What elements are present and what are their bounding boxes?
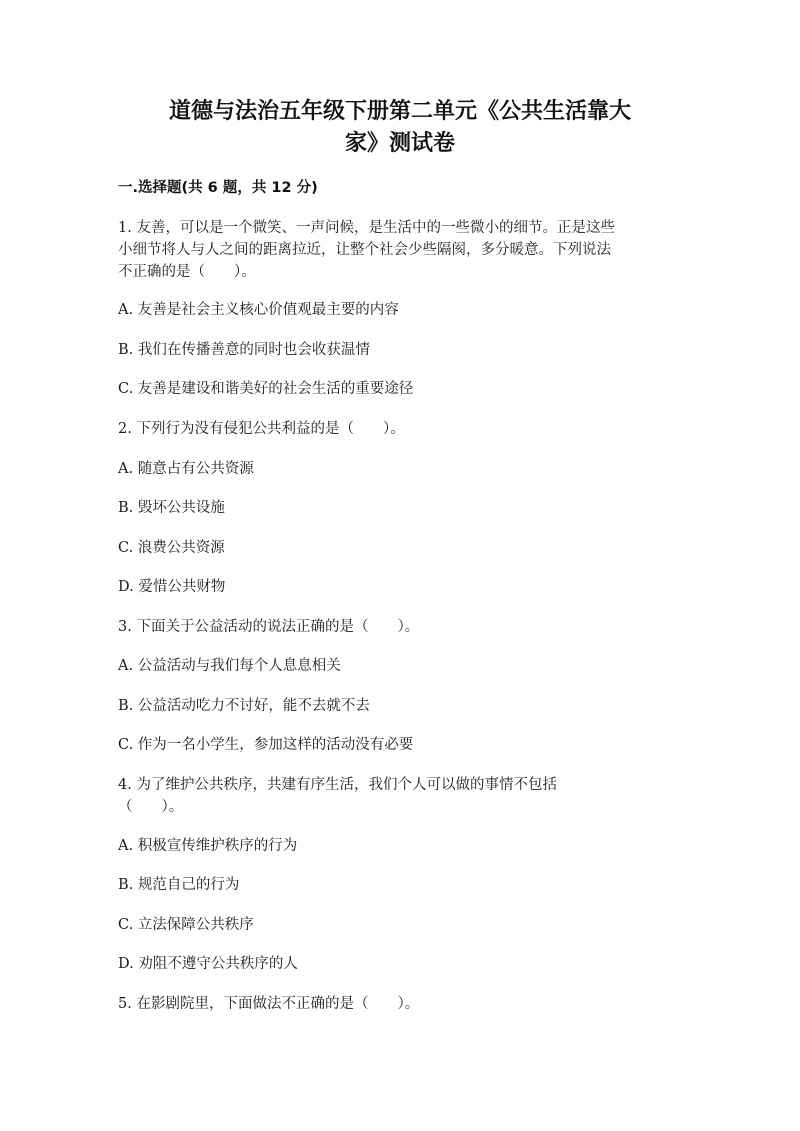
question-4-option-d: D. 劝阻不遵守公共秩序的人 — [118, 956, 298, 972]
question-4-stem-line-1: 4. 为了维护公共秩序，共建有序生活，我们个人可以做的事情不包括 — [118, 777, 557, 793]
question-2-option-d: D. 爱惜公共财物 — [118, 579, 226, 595]
question-1-stem-line-1: 1. 友善，可以是一个微笑、一声问候，是生活中的一些微小的细节。正是这些 — [118, 220, 615, 236]
question-1-stem-line-3: 不正确的是（ ）。 — [118, 264, 256, 280]
question-4-option-a: A. 积极宣传维护秩序的行为 — [118, 838, 298, 854]
question-1-option-c: C. 友善是建设和谐美好的社会生活的重要途径 — [118, 381, 414, 397]
question-4-option-b: B. 规范自己的行为 — [118, 877, 240, 893]
question-3-option-c: C. 作为一名小学生，参加这样的活动没有必要 — [118, 737, 414, 753]
question-1-option-a: A. 友善是社会主义核心价值观最主要的内容 — [118, 302, 399, 318]
question-4-option-c: C. 立法保障公共秩序 — [118, 917, 254, 933]
question-2-option-a: A. 随意占有公共资源 — [118, 461, 254, 477]
page-title — [100, 96, 700, 160]
question-2-option-c: C. 浪费公共资源 — [118, 540, 225, 556]
section-heading: 一.选择题(共 6 题，共 12 分) — [118, 180, 318, 196]
title-line-2: 家》测试卷 — [344, 131, 455, 156]
question-3-stem: 3. 下面关于公益活动的说法正确的是（ ）。 — [118, 619, 420, 635]
question-2-stem: 2. 下列行为没有侵犯公共利益的是（ ）。 — [118, 421, 405, 437]
title-line-1: 道德与法治五年级下册第二单元《公共生活靠大 — [168, 99, 631, 124]
question-2-option-b: B. 毁坏公共设施 — [118, 500, 225, 516]
question-1-stem-line-2: 小细节将人与人之间的距离拉近，让整个社会少些隔阂，多分暖意。下列说法 — [118, 242, 611, 258]
question-1-option-b: B. 我们在传播善意的同时也会收获温情 — [118, 342, 370, 358]
question-4-stem-line-2: （ ）。 — [118, 799, 184, 815]
question-5-stem: 5. 在影剧院里，下面做法不正确的是（ ）。 — [118, 996, 420, 1012]
question-3-option-b: B. 公益活动吃力不讨好，能不去就不去 — [118, 698, 370, 714]
question-3-option-a: A. 公益活动与我们每个人息息相关 — [118, 658, 341, 674]
